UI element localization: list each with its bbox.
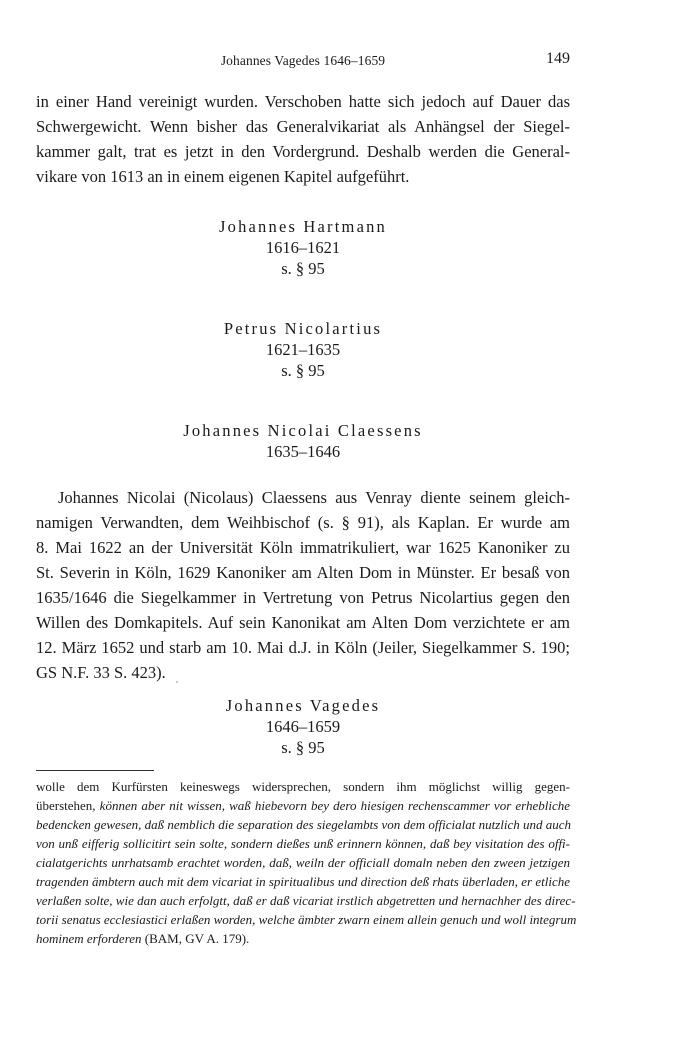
entry-name: Johannes Nicolai Claessens — [183, 421, 423, 440]
entry-reference: s. § 95 — [281, 738, 325, 757]
bio-line: 1635/1646 die Siegelkammer in Vertretung von Petrus Nicolartius gegen den — [36, 588, 570, 607]
running-title: Johannes Vagedes 1646–1659 — [220, 53, 386, 68]
entry-years: 1635–1646 — [265, 442, 341, 461]
entry-heading-hartmann — [36, 216, 570, 279]
footnote-line: verlaßen solte, wie dan auch erfolgtt, daß er daß vicariat irstlich abgetretten und hernachher des direc- — [36, 893, 576, 908]
footnote-line: torii senatus ecclesiastici erlaßen worden, welche ämbter zwarn einem allein genuch und woll integrum — [36, 912, 577, 927]
intro-line: vikare von 1613 an in einem eigenen Kapitel aufgeführt. — [36, 167, 410, 186]
footnote-line: cialatgerichts unrhatsamb erachtet worden, daß, weiln der officiall domaln neben den zween jetzigen — [36, 855, 570, 870]
footnote-line: bedencken gewesen, daß nemblich die separation des siegelambts von dem officialat nutzlich und auch — [36, 817, 572, 832]
entry-heading-nicolartius — [36, 318, 570, 381]
entry-years: 1621–1635 — [265, 340, 341, 359]
entry-name: Johannes Hartmann — [219, 217, 387, 236]
running-head — [36, 50, 570, 73]
entry-heading-claessens — [36, 420, 570, 462]
bio-line: namigen Verwandten, dem Weihbischof (s. § 91), als Kaplan. Er wurde am — [36, 513, 570, 532]
page-speck — [176, 681, 178, 683]
footnote-rule — [36, 770, 154, 771]
footnote-line: wolle dem Kurfürsten keineswegs widersprechen, sondern ihm möglichst willig gegen- — [36, 779, 570, 794]
entry-reference: s. § 95 — [281, 259, 325, 278]
intro-line: in einer Hand vereinigt wurden. Verschoben hatte sich jedoch auf Dauer das — [36, 92, 570, 111]
entry-years: 1646–1659 — [265, 717, 341, 736]
bio-line: St. Severin in Köln, 1629 Kanoniker am Alten Dom in Münster. Er besaß von — [36, 563, 570, 582]
entry-heading-vagedes — [36, 695, 570, 758]
footnote — [36, 777, 577, 948]
footnote-italic: können aber nit wissen, waß hiebevorn bey dero hiesigen rechenscammer vor erhebliche — [99, 798, 570, 813]
bio-line: GS N.F. 33 S. 423). — [36, 663, 166, 682]
bio-line: Johannes Nicolai (Nicolaus) Claessens aus Venray diente seinem gleich- — [58, 488, 570, 507]
footnote-line: von unß eifferig sollicitirt sein solte, sondern dießes unß erinnern können, daß bey visitation des offi- — [36, 836, 570, 851]
footnote-italic: hominem erforderen — [36, 931, 142, 946]
footnote-line: tragenden ämbtern auch mit dem vicariat in spiritualibus und direction deß rhats überladen, er etliche — [36, 874, 571, 889]
claessens-biography — [36, 485, 570, 685]
footnote-line — [36, 796, 570, 815]
intro-paragraph — [36, 89, 570, 189]
entry-reference: s. § 95 — [281, 361, 325, 380]
footnote-line — [36, 929, 570, 948]
entry-years: 1616–1621 — [265, 238, 341, 257]
bio-line: 8. Mai 1622 an der Universität Köln immatrikuliert, war 1625 Kanoniker zu — [36, 538, 570, 557]
intro-line: Schwergewicht. Wenn bisher das Generalvikariat als Anhängsel der Siegel- — [36, 117, 570, 136]
intro-line: kammer galt, trat es jetzt in den Vordergrund. Deshalb werden die General- — [36, 142, 570, 161]
footnote-roman: überstehen, — [36, 798, 100, 813]
bio-line: 12. März 1652 und starb am 10. Mai d.J. in Köln (Jeiler, Siegelkammer S. 190; — [36, 638, 570, 657]
page-number: 149 — [546, 50, 570, 67]
entry-name: Johannes Vagedes — [225, 696, 381, 715]
bio-line: Willen des Domkapitels. Auf sein Kanonikat am Alten Dom verzichtete er am — [36, 613, 570, 632]
entry-name: Petrus Nicolartius — [223, 319, 383, 338]
footnote-roman: (BAM, GV A. 179). — [141, 931, 250, 946]
